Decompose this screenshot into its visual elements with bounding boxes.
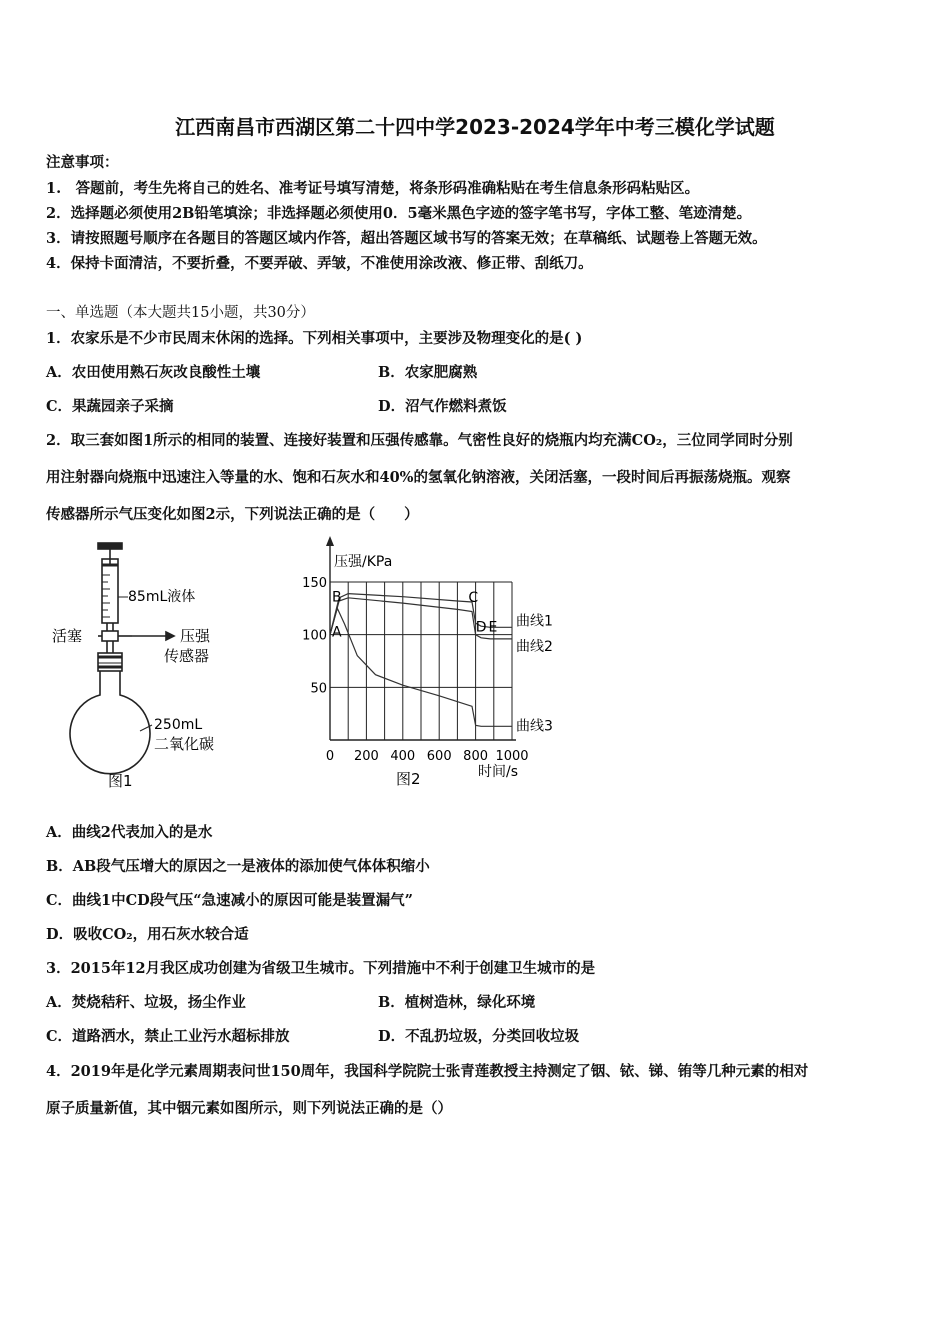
q3-option-d: D．不乱扔垃圾，分类回收垃圾 <box>378 1028 580 1045</box>
sensor-label-line-2: 传感器 <box>164 647 210 665</box>
figure-1-apparatus <box>48 535 248 795</box>
notice-item-3: 3．请按照题号顺序在各题目的答题区域内作答，超出答题区域书写的答案无效；在草稿纸、试题卷上答题无效。 <box>46 230 767 247</box>
x-tick-label: 0 <box>325 749 335 764</box>
q1-option-b: B．农家肥腐熟 <box>378 364 478 381</box>
valve <box>102 631 118 641</box>
point-label-e: E <box>488 619 498 636</box>
x-tick-label: 1000 <box>495 749 529 764</box>
series-label-3: 曲线3 <box>516 718 553 735</box>
valve-label: 活塞 <box>52 627 83 645</box>
x-axis-label: 时间/s <box>478 764 519 780</box>
liquid-label: 85mL液体 <box>128 589 196 605</box>
q2-stem-line-1: 2．取三套如图1所示的相同的装置、连接好装置和压强传感靠。气密性良好的烧瓶内均充满CO₂，三位同学同时分别 <box>46 432 793 449</box>
flask-label-line-2: 二氧化碳 <box>154 735 215 753</box>
x-tick-label: 600 <box>426 749 452 764</box>
q3-option-c: C．道路洒水，禁止工业污水超标排放 <box>46 1028 290 1045</box>
point-label-c: C <box>468 590 479 607</box>
q2-stem-line-2: 用注射器向烧瓶中迅速注入等量的水、饱和石灰水和40%的氢氧化钠溶液，关闭活塞，一段时间后再振荡烧瓶。观察 <box>46 469 791 486</box>
notice-item-4: 4．保持卡面清洁，不要折叠，不要弄破、弄皱，不准使用涂改液、修正带、刮纸刀。 <box>46 255 593 272</box>
page-title: 江西南昌市西湖区第二十四中学2023-2024学年中考三模化学试题 <box>175 115 775 139</box>
syringe-barrel <box>102 559 118 623</box>
syringe-plunger-handle <box>98 543 122 549</box>
q4-stem-line-1: 4．2019年是化学元素周期表问世150周年，我国科学院院士张青莲教授主持测定了铟、铱、锑、铕等几种元素的相对 <box>46 1063 809 1080</box>
notice-item-1: 1. 答题前，考生先将自己的姓名、准考证号填写清楚，将条形码准确粘贴在考生信息条形码粘贴区。 <box>46 180 700 197</box>
figure-2-pressure-chart <box>290 532 590 796</box>
point-label-a: A <box>332 624 342 641</box>
syringe-graduations <box>102 575 110 617</box>
y-tick-label: 150 <box>302 576 327 591</box>
figure-2-caption: 图2 <box>396 770 421 788</box>
q2-option-d: D．吸收CO₂，用石灰水较合适 <box>46 926 249 943</box>
q3-option-b: B．植树造林，绿化环境 <box>378 994 536 1011</box>
series-label-2: 曲线2 <box>516 638 553 655</box>
q2-option-b: B．AB段气压增大的原因之一是液体的添加使气体体积缩小 <box>46 858 430 875</box>
x-tick-label: 400 <box>390 749 416 764</box>
flask-label-line-1: 250mL <box>154 717 203 733</box>
sensor-label-line-1: 压强 <box>180 627 211 645</box>
q4-stem-line-2: 原子质量新值，其中铟元素如图所示，则下列说法正确的是（） <box>46 1100 452 1117</box>
notice-heading: 注意事项： <box>46 154 119 171</box>
point-label-b: B <box>332 589 342 606</box>
q2-option-a: A．曲线2代表加入的是水 <box>46 824 213 841</box>
q2-stem-line-3: 传感器所示气压变化如图2示，下列说法正确的是（ ） <box>46 506 419 523</box>
figure-1-caption: 图1 <box>108 772 133 790</box>
series-label-1: 曲线1 <box>516 613 553 630</box>
q1-option-c: C．果蔬园亲子采摘 <box>46 398 174 415</box>
section-heading: 一、单选题（本大题共15小题，共30分） <box>46 305 315 321</box>
q2-option-c: C．曲线1中CD段气压“急速减小的原因可能是装置漏气” <box>46 892 413 909</box>
x-tick-label: 200 <box>353 749 379 764</box>
y-axis-label: 压强/KPa <box>334 554 393 570</box>
y-tick-label: 50 <box>310 681 327 697</box>
q1-option-d: D．沼气作燃料煮饭 <box>378 398 507 415</box>
q1-option-a: A．农田使用熟石灰改良酸性土壤 <box>46 364 261 381</box>
x-tick-label: 800 <box>463 749 489 764</box>
q3-stem: 3．2015年12月我区成功创建为省级卫生城市。下列措施中不利于创建卫生城市的是 <box>46 960 596 977</box>
q1-stem: 1．农家乐是不少市民周末休闲的选择。下列相关事项中，主要涉及物理变化的是( ) <box>46 330 583 347</box>
y-tick-label: 100 <box>302 628 327 644</box>
q3-option-a: A．焚烧秸秆、垃圾，扬尘作业 <box>46 994 246 1011</box>
notice-item-2: 2．选择题必须使用2B铅笔填涂；非选择题必须使用0．5毫米黑色字迹的签字笔书写，字体工整、笔迹清楚。 <box>46 205 752 222</box>
round-bottom-flask <box>70 671 150 774</box>
point-label-d: D <box>475 619 487 636</box>
